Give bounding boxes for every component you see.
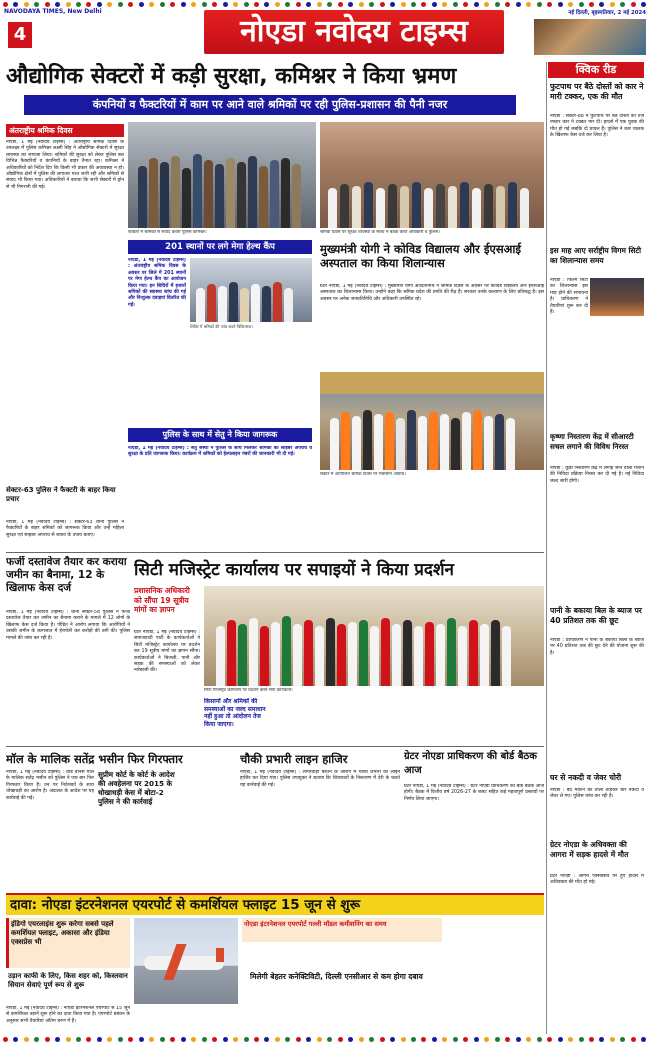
border-dot	[484, 1037, 489, 1042]
border-dot	[641, 2, 646, 7]
quick-item3-body: नोएडा : कूड़ा निस्तारण केंद्र में लगाई जाने वाली मशीन की निविदा प्रक्रिया निरस्त कर दी गई है। नई निविदा जल्द जारी होगी।	[550, 466, 644, 484]
quick-item4-title: पानी के बकाया बिल के ब्याज पर 40 प्रतिशत तक की छूट	[550, 606, 642, 625]
border-dot	[421, 2, 426, 7]
airport-box-body	[242, 944, 442, 970]
border-dot	[432, 1037, 437, 1042]
border-dot	[421, 1037, 426, 1042]
divider	[6, 552, 544, 553]
setu-body-cont	[128, 502, 312, 550]
border-dot	[348, 1037, 353, 1042]
quick-item2-photo	[590, 278, 644, 316]
yogi-body: ग्रेटर नोएडा, 1 मई (नवोदय टाइम्स) : मुख्यमंत्री योगी आदित्यनाथ ने श्रमिक दिवस के अवसर पर कोविड विद्यालय और ईएसआई अस्पताल का शिलान्यास किया। उन्होंने कहा कि श्रमिक प्रदेश की प्रगति की रीढ़ हैं। सरकार उनके कल्याण के लिए प्रतिबद्ध है। इस अवसर पर अनेक जनप्रतिनिधि और अधिकारी उपस्थित रहे।	[320, 284, 544, 302]
setu-body: नोएडा, 1 मई (नवोदय टाइम्स) : सेतु संस्था ने पुलिस के साथ मिलकर श्रमिकों को साइबर अपराध व सुरक्षा के प्रति जागरूक किया। कार्यक्रम में श्रमिकों को हेल्पलाइन नंबरों की जानकारी भी दी गई।	[128, 446, 312, 458]
border-dot	[191, 2, 196, 7]
border-dot	[66, 1037, 71, 1042]
magistrate-body-cont	[270, 698, 544, 744]
border-dot	[359, 2, 364, 7]
border-dot	[3, 1037, 8, 1042]
quick-item2-body: नोएडा : फिल्म सिटी का शिलान्यास इस माह होने की संभावना है। प्राधिकरण ने तैयारियां शुरू कर दी हैं।	[550, 278, 588, 316]
border-dot	[547, 1037, 552, 1042]
mall-title: मॉल के मालिक सतेंद्र भसीन फिर गिरफ्तार	[6, 752, 183, 766]
border-dot	[380, 2, 385, 7]
lead-tag: अंतराष्ट्रीय श्रमिक दिवस	[6, 124, 124, 137]
border-dot	[285, 2, 290, 7]
border-dot	[160, 1037, 165, 1042]
border-dot	[484, 2, 489, 7]
border-dot	[45, 1037, 50, 1042]
border-dot	[537, 1037, 542, 1042]
border-dot	[34, 2, 39, 7]
gnida-title: ग्रेटर नोएडा प्राधिकरण की बोर्ड बैठक आज	[404, 751, 537, 776]
airport-photo	[134, 918, 238, 1004]
gnida-body: ग्रेटर नोएडा, 1 मई (नवोदय टाइम्स) : ग्रेटर नोएडा प्राधिकरण की बोर्ड बैठक आज होगी। बैठक में वित्तीय वर्ष 2026-27 के बजट सहित कई महत्वपूर्ण प्रस्तावों पर निर्णय लिया जाएगा।	[404, 784, 544, 802]
border-dot	[118, 1037, 123, 1042]
border-dot	[45, 2, 50, 7]
border-dot	[474, 2, 479, 7]
mall-sub: सुप्रीम कोर्ट के कोर्ट के आदेश की अवहेलना पर 2015 के धोखाधड़ी केस में बोटा-2 पुलिस ने की कार्रवाई	[98, 770, 175, 806]
border-dot	[306, 2, 311, 7]
page-number: 4	[8, 22, 32, 48]
airport-box	[242, 918, 442, 942]
yogi-photo	[320, 372, 544, 470]
quick-item1-title: फुटपाथ पर बैठे दोस्तों को कार ने मारी टक्कर, एक की मौत	[550, 82, 644, 101]
quick-item5-body: नोएडा : बंद मकान का ताला तोड़कर चोर नकदी व जेवर ले गए। पुलिस जांच कर रही है।	[550, 788, 644, 800]
border-dot	[76, 1037, 81, 1042]
border-dot	[13, 1037, 18, 1042]
border-dot	[641, 1037, 646, 1042]
border-dot	[275, 1037, 280, 1042]
border-dot	[579, 2, 584, 7]
setu-title: पुलिस के साथ में सेतु ने किया जागरूक	[128, 428, 312, 442]
airport-side-box-2	[6, 970, 130, 1006]
border-dot	[170, 1037, 175, 1042]
border-dot	[244, 2, 249, 7]
airport-box-title: नोएडा इंटरनेशनल एयरपोर्ट गल्ली मॉडल कमीशनिंग का समय	[244, 920, 387, 928]
border-dot	[170, 2, 175, 7]
border-dot	[97, 1037, 102, 1042]
border-dot	[610, 2, 615, 7]
quick-read-label: क्विक रीड	[548, 62, 644, 78]
border-dot	[97, 2, 102, 7]
border-dot	[233, 1037, 238, 1042]
border-dot	[13, 2, 18, 7]
border-dot	[181, 1037, 186, 1042]
yogi-body-cont	[320, 482, 544, 550]
lead-subhead: कंपनियों व फैक्टरियों में काम पर आने वाले श्रमिकों पर रही पुलिस-प्रशासन की पैनी नजर	[24, 95, 516, 115]
border-dot	[76, 2, 81, 7]
top-dot-border	[0, 0, 650, 8]
quick-item6-title: ग्रेटर नोएडा के अधिवक्ता की आगरा में सड़क हादसे में मौत	[550, 840, 629, 859]
border-dot	[86, 1037, 91, 1042]
mall-body-cont	[98, 852, 176, 890]
border-dot	[86, 2, 91, 7]
border-dot	[589, 1037, 594, 1042]
magistrate-kicker: प्रशासनिक अधिकारी को सौंपा 19 सूत्रीय मांगों का ज्ञापन	[134, 586, 190, 614]
airport-body-cont	[134, 1006, 238, 1034]
border-dot	[599, 1037, 604, 1042]
lead-body: नोएडा, 1 मई (नवोदय टाइम्स) : अंतराष्ट्रीय श्रमिक दिवस के उपलक्ष्य में पुलिस कमिश्नर लक्ष्मी सिंह ने औद्योगिक सेक्टरों में सुरक्षा व्यवस्था का जायजा लिया। श्रमिकों की सुरक्षा को लेकर पुलिस बल विभिन्न फैक्टरियों व कंपनियों के बाहर तैनात रहा। कमिश्नर ने अधिकारियों को निर्देश दिए कि किसी भी प्रकार की अव्यवस्था न हो। औद्योगिक क्षेत्रों में पुलिस की लगातार गश्त जारी रही और श्रमिकों से संवाद भी किया गया। अधिकारियों ने बताया कि सभी सेक्टरों में ड्रोन से भी निगरानी की गई।	[6, 140, 124, 190]
camp-body-cont	[128, 332, 312, 424]
magistrate-body: ग्रेटर नोएडा, 1 मई (नवोदय टाइम्स) : समाजवादी पार्टी के कार्यकर्ताओं ने सिटी मजिस्ट्रेट कार्यालय पर प्रदर्शन कर 19 सूत्रीय मांगों का ज्ञापन सौंपा। कार्यकर्ताओं ने बिजली, पानी और सड़क की समस्याओं को लेकर नारेबाजी की।	[134, 630, 200, 674]
border-dot	[181, 2, 186, 7]
border-dot	[149, 1037, 154, 1042]
border-dot	[442, 2, 447, 7]
border-dot	[620, 1037, 625, 1042]
quick-item1-body: नोएडा : सेक्टर-88 में फुटपाथ पर बैठे दोस्तों को तेज रफ्तार कार ने टक्कर मार दी। हादसे में एक युवक की मौत हो गई जबकि दो घायल हैं। पुलिस ने कार चालक के खिलाफ केस दर्ज कर लिया है।	[550, 114, 644, 139]
chowki-title: चौकी प्रभारी लाइन हाजिर	[240, 752, 348, 766]
border-dot	[568, 1037, 573, 1042]
magistrate-quote: किसानों और श्रमिकों की समस्याओं का जल्द समाधान नहीं हुआ तो आंदोलन तेज किया जाएगा।	[204, 698, 266, 728]
quick-item4-body: नोएडा : प्राधिकरण ने पानी के बकाया बिलों के ब्याज पर 40 प्रतिशत तक की छूट देने की योजना शुरू की है।	[550, 638, 644, 656]
border-dot	[526, 2, 531, 7]
border-dot	[118, 2, 123, 7]
border-dot	[191, 1037, 196, 1042]
border-dot	[474, 1037, 479, 1042]
border-dot	[390, 1037, 395, 1042]
border-dot	[453, 2, 458, 7]
column-rule	[546, 62, 547, 1034]
lead-photo-2-caption: श्रमिक दिवस पर सुरक्षा व्यवस्था के संबंध में बैठक करते अधिकारी व पुलिस।	[320, 230, 440, 235]
border-dot	[359, 1037, 364, 1042]
border-dot	[139, 1037, 144, 1042]
border-dot	[264, 2, 269, 7]
border-dot	[411, 2, 416, 7]
border-dot	[296, 2, 301, 7]
border-dot	[516, 1037, 521, 1042]
camp-body: नोएडा, 1 मई (नवोदय टाइम्स) : अंतराष्ट्रीय श्रमिक दिवस के अवसर पर जिले में 201 स्थानों पर मेगा हेल्थ कैंप का आयोजन किया गया। इन शिविरों में हजारों श्रमिकों की स्वास्थ्य जांच की गई और निःशुल्क दवाइयां वितरित की गईं।	[128, 258, 186, 308]
border-dot	[495, 2, 500, 7]
border-dot	[212, 2, 217, 7]
border-dot	[264, 1037, 269, 1042]
border-dot	[24, 2, 29, 7]
border-dot	[107, 1037, 112, 1042]
border-dot	[55, 1037, 60, 1042]
border-dot	[139, 2, 144, 7]
border-dot	[558, 2, 563, 7]
border-dot	[212, 1037, 217, 1042]
magistrate-photo	[204, 586, 544, 686]
border-dot	[3, 2, 8, 7]
border-dot	[411, 1037, 416, 1042]
border-dot	[620, 2, 625, 7]
airport-box2-title: मिलेगी बेहतर कनेक्टिविटी, दिल्ली एनसीआर से कम होगा दबाव	[250, 972, 423, 981]
airport-body: नोएडा, 1 मई (नवोदय टाइम्स) : नोएडा इंटरनेशनल एयरपोर्ट से 15 जून से कमर्शियल उड़ानें शुरू होने का दावा किया गया है। एयरपोर्ट प्रबंधन के अनुसार सभी तैयारियां अंतिम चरण में हैं।	[6, 1006, 130, 1024]
border-dot	[296, 1037, 301, 1042]
border-dot	[202, 2, 207, 7]
mall-body: नोएडा, 1 मई (नवोदय टाइम्स) : ग्रांड वेनिस मॉल के मालिक सतेंद्र भसीन को पुलिस ने एक बार फिर गिरफ्तार किया है। उन पर निवेशकों के साथ धोखाधड़ी का आरोप है। अदालत के आदेश पर यह कार्रवाई की गई।	[6, 770, 94, 801]
border-dot	[317, 2, 322, 7]
border-dot	[128, 2, 133, 7]
border-dot	[306, 1037, 311, 1042]
border-dot	[66, 2, 71, 7]
border-dot	[149, 2, 154, 7]
masthead-image	[534, 19, 646, 55]
border-dot	[516, 2, 521, 7]
border-dot	[338, 1037, 343, 1042]
border-dot	[380, 1037, 385, 1042]
quick-item2-body-cont	[550, 320, 644, 430]
border-dot	[401, 2, 406, 7]
border-dot	[160, 2, 165, 7]
border-dot	[463, 1037, 468, 1042]
airport-box2-body	[242, 996, 442, 1034]
lead-photo-1	[128, 122, 316, 228]
border-dot	[526, 1037, 531, 1042]
border-dot	[432, 2, 437, 7]
lead-headline: औद्योगिक सेक्टरों में कड़ी सुरक्षा, कमिश्नर ने किया भ्रमण	[6, 64, 457, 89]
masthead	[4, 8, 646, 58]
border-dot	[202, 1037, 207, 1042]
border-dot	[285, 1037, 290, 1042]
border-dot	[610, 1037, 615, 1042]
border-dot	[24, 1037, 29, 1042]
mall-body-cont-2	[180, 770, 236, 890]
border-dot	[327, 1037, 332, 1042]
magistrate-title: सिटी मजिस्ट्रेट कार्यालय पर सपाइयों ने किया प्रदर्शन	[134, 560, 454, 580]
chowki-body: नोएडा, 1 मई (नवोदय टाइम्स) : लापरवाही बरतने के आरोप में चौकी प्रभारी को लाइन हाजिर कर दिया गया। पुलिस उपायुक्त ने बताया कि शिकायतों के निस्तारण में देरी के चलते यह कार्रवाई की गई।	[240, 770, 400, 788]
masthead-title: नोएडा नवोदय टाइम्स	[204, 10, 504, 54]
lead-photo-1-caption: फैक्टरी में श्रमिकों से संवाद करतीं पुलिस कमिश्नर।	[128, 230, 207, 235]
border-dot	[369, 2, 374, 7]
border-dot	[128, 1037, 133, 1042]
camp-title: 201 स्थानों पर लगे मेगा हेल्थ कैंप	[128, 240, 312, 254]
border-dot	[254, 1037, 259, 1042]
fake-title: फर्जी दस्तावेज तैयार कर कराया जमीन का बैनामा, 12 के खिलाफ केस दर्ज	[6, 556, 127, 594]
border-dot	[348, 2, 353, 7]
divider	[6, 746, 544, 747]
sector63-body: नोएडा, 1 मई (नवोदय टाइम्स) : सेक्टर-63 थाना पुलिस ने फैक्टरियों के बाहर श्रमिकों को जागरूक किया और उन्हें महिला सुरक्षा एवं साइबर अपराध से बचाव के उपाय बताए।	[6, 520, 124, 538]
border-dot	[547, 2, 552, 7]
edition-label: NAVODAYA TIMES, New Delhi	[4, 8, 102, 15]
border-dot	[369, 1037, 374, 1042]
border-dot	[223, 2, 228, 7]
border-dot	[338, 2, 343, 7]
border-dot	[34, 1037, 39, 1042]
border-dot	[442, 1037, 447, 1042]
border-dot	[107, 2, 112, 7]
camp-photo-caption: शिविर में श्रमिकों की जांच करते चिकित्सक।	[190, 324, 253, 329]
sector63-title: सेक्टर-63 पुलिस ने फैक्टरी के बाहर किया प्रचार	[6, 486, 116, 503]
camp-photo	[190, 258, 312, 322]
border-dot	[599, 2, 604, 7]
quick-item3-title: कृष्णा निस्तारण केंद्र में सीआरटी सचल लगाने की विविध निरस्त	[550, 432, 634, 451]
border-dot	[463, 2, 468, 7]
airport-body-cont-2	[446, 918, 544, 1034]
yogi-photo-caption: सेक्टर में आयोजित श्रमिक दिवस पर मंचासीन अतिथि।	[320, 472, 406, 477]
date-line: नई दिल्ली, बृहस्पतिवार, 2 मई 2024	[568, 10, 646, 16]
border-dot	[505, 2, 510, 7]
quick-item6-body: ग्रेटर नोएडा : आगरा एक्सप्रेसवे पर हुए हादसे में अधिवक्ता की मौत हो गई।	[550, 874, 644, 886]
border-dot	[495, 1037, 500, 1042]
quick-item2-title: इस माह आए सर्राष्ट्रीय विगम सिटी का शिलान्यास समय	[550, 246, 641, 265]
border-dot	[390, 2, 395, 7]
fake-body: नोएडा, 1 मई (नवोदय टाइम्स) : थाना सेक्टर-58 पुलिस ने फर्जी दस्तावेज तैयार कर जमीन का बैनामा कराने के मामले में 12 लोगों के खिलाफ केस दर्ज किया है। पीड़ित ने आरोप लगाया कि आरोपियों ने उसकी जमीन के कागजात में हेराफेरी कर करोड़ों की ठगी की। पुलिस मामले की जांच कर रही है।	[6, 610, 130, 641]
lead-photo-2	[320, 122, 544, 228]
border-dot	[317, 1037, 322, 1042]
airport-band	[6, 893, 544, 915]
border-dot	[327, 2, 332, 7]
bottom-dot-border	[0, 1035, 650, 1043]
border-dot	[55, 2, 60, 7]
yogi-title: मुख्यमंत्री योगी ने कोविड विद्यालय और ईएसआई अस्पताल का किया शिलान्यास	[320, 242, 522, 270]
border-dot	[505, 1037, 510, 1042]
airport-side-box	[6, 918, 130, 968]
border-dot	[568, 2, 573, 7]
magistrate-photo-caption: सिटी मजिस्ट्रेट कार्यालय पर प्रदर्शन करते सपा कार्यकर्ता।	[204, 688, 293, 693]
border-dot	[244, 1037, 249, 1042]
border-dot	[233, 2, 238, 7]
quick-item5-title: घर से नकदी व जेवर चोरी	[550, 773, 622, 782]
airport-side: इंडिगो एयरलाइंस शुरू करेगा सबसे पहले कमर्शियल फ्लाइट, अकासा और इंडिया एक्सप्रेस भी	[11, 920, 114, 946]
border-dot	[401, 1037, 406, 1042]
border-dot	[223, 1037, 228, 1042]
airport-title: दावा: नोएडा इंटरनेशनल एयरपोर्ट से कमर्शियल फ्लाइट 15 जून से शुरू	[10, 897, 361, 913]
border-dot	[275, 2, 280, 7]
border-dot	[254, 2, 259, 7]
border-dot	[558, 1037, 563, 1042]
airport-side-2: उड़ान काफी के लिए, किस शहर को, किस्तवान सियान सेवाएं पूर्ण रूप से शुरू	[8, 972, 128, 989]
border-dot	[579, 1037, 584, 1042]
border-dot	[631, 2, 636, 7]
border-dot	[631, 1037, 636, 1042]
border-dot	[537, 2, 542, 7]
border-dot	[453, 1037, 458, 1042]
border-dot	[589, 2, 594, 7]
